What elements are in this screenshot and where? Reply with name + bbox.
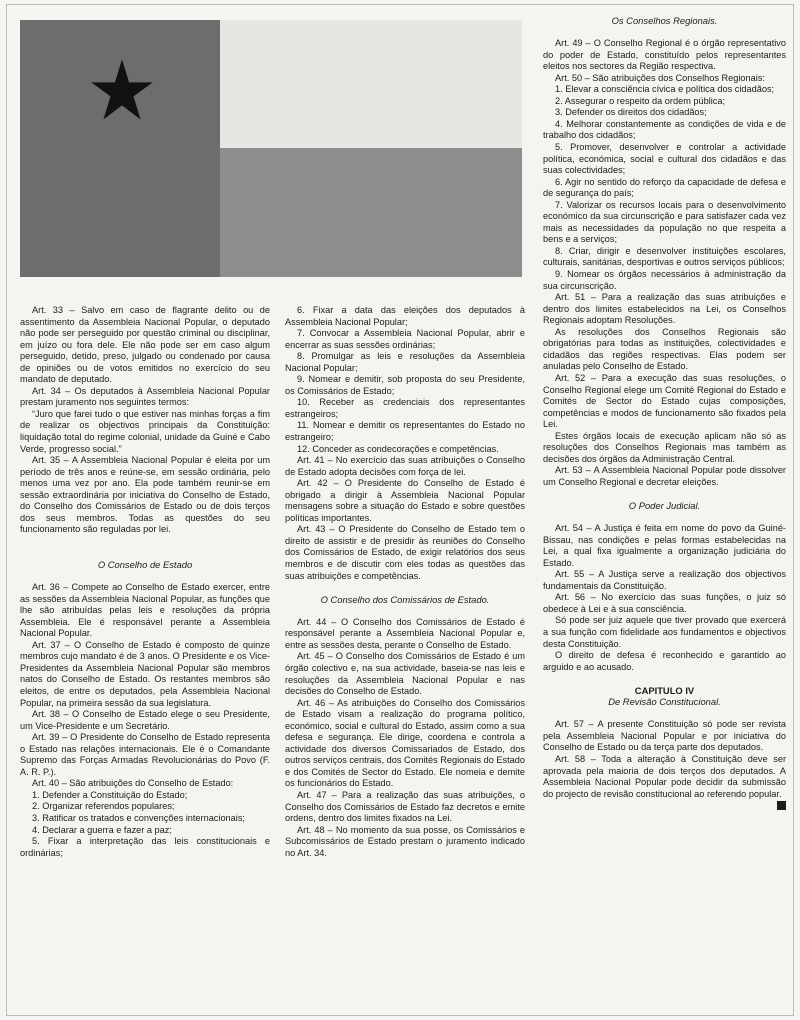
article-45: Art. 45 – O Conselho dos Comissários de Estado é um órgão colectivo e, na sua actividade, baseia-se nas leis e resoluções da Assembleia Nacional Popular e nas decisões do Conselho de Estado. <box>285 651 525 697</box>
article-44: Art. 44 – O Conselho dos Comissários de Estado é responsável perante a Assembleia Nacional Popular e, entre as sessões desta, perante o Conselho de Estado. <box>285 616 525 650</box>
list-item: 9. Nomear os órgãos necessários à administração da sua circunscrição. <box>543 269 786 291</box>
list-item: 6. Agir no sentido do reforço da capacidade de defesa e de segurança do país; <box>543 176 786 199</box>
chapter-heading: CAPITULO IV <box>634 684 695 696</box>
article-56: Art. 56 – No exercício das suas funções, o juiz só obedece à Lei e à sua consciência. <box>543 592 786 614</box>
article-41: Art. 41 – No exercício das suas atribuições o Conselho de Estado adopta decisões com força de lei. <box>285 455 525 477</box>
article-58-text: Art. 58 – Toda a alteração à Constituição deve ser aprovada pela maioria de dois terços dos deputados. A Assembleia Nacional Popular pode decidir da submissão do projecto de revisão constitucional ao referendo popular. <box>543 754 786 799</box>
list-item: 8. Criar, dirigir e desenvolver instituições escolares, culturais, sanitárias, desportivas e outros serviços públicos; <box>543 245 786 268</box>
article-40: Art. 40 – São atribuições do Conselho de Estado: <box>32 778 234 789</box>
list-item: 9. Nomear e demitir, sob proposta do seu Presidente, os Comissários de Estado; <box>285 374 525 396</box>
column-right <box>543 15 786 810</box>
list-item: 6. Fixar a data das eleições dos deputados à Assembleia Nacional Popular; <box>285 305 525 327</box>
article-50: Art. 50 – São atribuições dos Conselhos Regionais: <box>555 72 765 83</box>
list-item: 7. Convocar a Assembleia Nacional Popular, abrir e encerrar as suas sessões ordinárias; <box>285 328 525 350</box>
list-item: 3. Ratificar os tratados e convenções internacionais; <box>32 812 245 823</box>
article-55: Art. 55 – A Justiça serve a realização dos objectivos fundamentais da Constituição. <box>543 569 786 591</box>
flag-top-band <box>220 20 522 148</box>
flag-image <box>20 20 522 277</box>
section-heading-comissarios: O Conselho dos Comissários de Estado. <box>320 593 490 605</box>
list-item: 2. Organizar referendos populares; <box>32 801 175 812</box>
list-item: 1. Defender a Constituição do Estado; <box>32 789 188 800</box>
list-item: 8. Promulgar as leis e resoluções da Assembleia Nacional Popular; <box>285 351 525 373</box>
list-item: 5. Fixar a interpretação das leis constitucionais e ordinárias; <box>20 836 270 858</box>
list-item: 4. Declarar a guerra e fazer a paz; <box>32 824 172 835</box>
oath-quote: “Juro que farei tudo o que estiver nas minhas forças a fim de realizar os objectivos principais da Constituição: liquidação total do regime colonial, unidade da Guiné e Cabo Verde, progresso social.” <box>20 408 270 454</box>
article-52-paragraph: Estes órgãos locais de execução aplicam não só as resoluções dos Conselhos Regionais mas também as decisões dos órgãos da Administração Central. <box>543 430 786 464</box>
article-52: Art. 52 – Para a execução das suas resoluções, o Conselho Regional elege um Comité Regional do Estado e Comités de Sector do Estado cujas composições, competências e modos de funcionamento são fixados pela Lei. <box>543 372 786 430</box>
list-item: 7. Valorizar os recursos locais para o desenvolvimento económico da sua circunscrição e para satisfazer cada vez mais as necessidades da população no que respeita a bens e a serviços; <box>543 199 786 245</box>
article-57: Art. 57 – A presente Constituição só pode ser revista pela Assembleia Nacional Popular e por iniciativa do Conselho de Estado ou da terça parte dos deputados. <box>543 719 786 753</box>
article-54: Art. 54 – A Justiça é feita em nome do povo da Guiné-Bissau, nas condições e pelas formas estabelecidas na Lei, a qual fixa igualmente a organização judiciária do Estado. <box>543 523 786 568</box>
article-38: Art. 38 – O Conselho de Estado elege o seu Presidente, um Vice-Presidente e um Secretário. <box>20 709 270 731</box>
list-item: 5. Promover, desenvolver e controlar a actividade política, económica, social e cultural dos cidadãos e das suas colectividades; <box>543 142 786 176</box>
list-item: 4. Melhorar constantemente as condições de vida e de trabalho dos cidadãos; <box>543 118 786 141</box>
column-middle <box>285 305 525 859</box>
article-47: Art. 47 – Para a realização das suas atribuições, o Conselho dos Comissários de Estado faz decretos e emite ordens, dentro dos limites fixados na Lei. <box>285 789 525 824</box>
article-39: Art. 39 – O Presidente do Conselho de Estado representa o Estado nas relações internacionais. Ele é o Comandante Supremo das Forças Armadas Revolucionárias do Povo (F. A. R. P.). <box>20 732 270 777</box>
article-49: Art. 49 – O Conselho Regional é o órgão representativo do poder de Estado, constituído pelos representantes eleitos nos sectores da Região respectiva. <box>543 38 786 72</box>
article-51: Art. 51 – Para a realização das suas atribuições e dentro dos limites estabelecidos na Lei, os Conselhos Regionais adoptam Resoluções. <box>543 292 786 326</box>
list-item: 11. Nomear e demitir os representantes do Estado no estrangeiro; <box>285 420 525 443</box>
article-46: Art. 46 – As atribuições do Conselho dos Comissários de Estado visam a realização do programa político, económico, social e cultural do Estado, assim como a sua defesa e segurança. Ele dirige, coordena e controla a actividade dos diversos Comissariados de Estado, dos outros serviços centrais, dos Comités Regionais do Estado e dos Comités de Sector do Estado. Ele nomeia e demite os funcionários do Estado. <box>285 697 526 789</box>
article-42: Art. 42 – O Presidente do Conselho de Estado é obrigado a dirigir à Assembleia Nacional Popular mensagens sobre a situação do Estado e sobre questões políticas importantes. <box>285 478 525 523</box>
list-item: 10. Receber as credenciais dos representantes estrangeiros; <box>285 397 525 419</box>
section-heading-judicial: O Poder Judicial. <box>628 499 701 511</box>
article-48: Art. 48 – No momento da sua posse, os Comissários e Subcomissários de Estado prestam o juramento indicado no Art. 34. <box>285 824 525 858</box>
list-item: 1. Elevar a consciência cívica e política dos cidadãos; <box>555 84 775 95</box>
section-heading-conselho-estado: O Conselho de Estado <box>97 558 193 570</box>
article-56-paragraph: Só pode ser juiz aquele que tiver provado que exercerá a sua função com fidelidade aos fundamentos e objectivos desta Constituição. <box>543 615 786 649</box>
flag-bottom-band <box>220 148 522 277</box>
article-51-paragraph: As resoluções dos Conselhos Regionais são obrigatórias para todas as instituições, colectividades e cidadãos das regiões respectivas. Elas podem ser anuladas pelo Conselho de Estado. <box>543 326 786 372</box>
article-33: Art. 33 – Salvo em caso de flagrante delito ou de assentimento da Assembleia Nacional Popular, o deputado não pode ser perseguido por questão criminal ou disciplinar, em juízo ou fora dele. Ele não pode ser em caso algum perseguido, detido, preso, julgado ou condenado por causa de opiniões ou de votos emitidos no exercício do seu mandato de deputado. <box>20 305 270 385</box>
article-35: Art. 35 – A Assembleia Nacional Popular é eleita por um período de três anos e reúne-se, em sessão ordinária, pelo menos uma vez por ano. Ela pode também reunir-se em sessão extraordinária por iniciativa do Conselho de Estado, do Conselho dos Comissários de Estado ou de dois terços dos seus membros. Todas as questões do seu funcionamento são reguladas por lei. <box>20 455 270 535</box>
column-left <box>20 305 270 859</box>
article-34: Art. 34 – Os deputados à Assembleia Nacional Popular prestam juramento nos seguintes termos: <box>20 385 270 408</box>
end-mark-icon <box>777 801 786 810</box>
list-item: 2. Assegurar o respeito da ordem pública; <box>555 95 726 106</box>
section-heading-regionais: Os Conselhos Regionais. <box>611 15 718 26</box>
chapter-subtitle: De Revisão Constitucional. <box>608 696 721 708</box>
article-37: Art. 37 – O Conselho de Estado é composto de quinze membros cujo mandato é de 3 anos. O Presidente e os Vice-Presidentes da Assembleia Nacional Popular são membros natos do Conselho de Estado. Os restantes membros são eleitos, de entre os deputados, pela Assembleia Nacional Popular, na primeira sessão da sua legislatura. <box>20 639 270 708</box>
article-58 <box>543 754 786 800</box>
star-icon <box>90 58 154 122</box>
list-item: 12. Conceder as condecorações e competências. <box>297 443 499 454</box>
article-53: Art. 53 – A Assembleia Nacional Popular pode dissolver um Conselho Regional e decretar eleições. <box>543 465 786 487</box>
list-item: 3. Defender os direitos dos cidadãos; <box>555 107 707 118</box>
article-56-defence: O direito de defesa é reconhecido e garantido ao arguido e ao acusado. <box>543 650 786 672</box>
article-43: Art. 43 – O Presidente do Conselho de Estado tem o direito de assistir e de presidir às reuniões do Conselho dos Comissários de Estado, de exigir relatórios dos seus membros e de discutir com eles todas as questões das suas atribuições e competências. <box>285 524 525 581</box>
article-36: Art. 36 – Compete ao Conselho de Estado exercer, entre as sessões da Assembleia Nacional Popular, as funções que lhe são atribuídas pelas leis e resoluções da própria Assembleia. Ele é responsável perante a Assembleia Nacional Popular. <box>20 582 270 639</box>
